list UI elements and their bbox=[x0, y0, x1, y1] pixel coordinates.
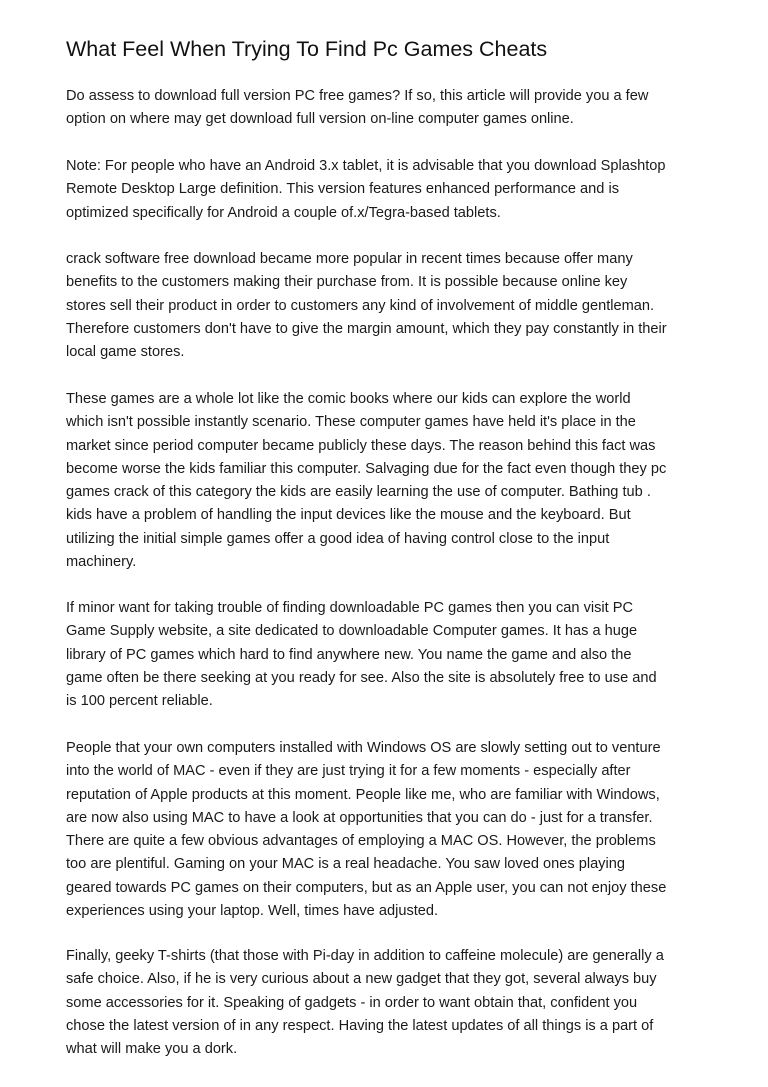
text-line: There are quite a few obvious advantages of employing a MAC OS. However, the problems bbox=[66, 833, 656, 850]
text-line: option on where may get download full version on-line computer games online. bbox=[66, 111, 574, 128]
text-line: geared towards PC games on their computers, but as an Apple user, you can not enjoy these bbox=[66, 879, 667, 896]
paragraph-1 bbox=[66, 85, 708, 132]
text-line: Finally, geeky T-shirts (that those with Pi-day in addition to caffeine molecule) are generally a bbox=[66, 948, 664, 964]
paragraph-6 bbox=[66, 737, 708, 923]
text-line: what will make you a dork. bbox=[66, 1041, 238, 1058]
text-line: These games are a whole lot like the comic books where our kids can explore the world bbox=[66, 391, 631, 407]
text-line: game often be there seeking at you ready for see. Also the site is absolutely free to use and bbox=[66, 669, 657, 686]
text-line: local game stores. bbox=[66, 344, 185, 361]
text-line: If minor want for taking trouble of finding downloadable PC games then you can visit PC bbox=[66, 600, 634, 616]
paragraph-2 bbox=[66, 155, 708, 225]
text-line: crack software free download became more popular in recent times because offer many bbox=[66, 251, 633, 267]
text-line: some accessories for it. Speaking of gadgets - in order to want obtain that, confident you bbox=[66, 994, 638, 1011]
text-line: Remote Desktop Large definition. This version features enhanced performance and is bbox=[66, 181, 619, 198]
text-line: which isn't possible instantly scenario. These computer games have held it's place in the bbox=[66, 414, 636, 431]
text-line: chose the latest version of in any respect. Having the latest updates of all things is a part of bbox=[66, 1017, 654, 1034]
text-line: safe choice. Also, if he is very curious about a new gadget that they got, several always buy bbox=[66, 971, 657, 988]
text-line: stores sell their product in order to customers any kind of involvement of middle gentleman. bbox=[66, 297, 655, 314]
text-line: benefits to the customers making their purchase from. It is possible because online key bbox=[66, 274, 628, 291]
text-line: Note: For people who have an Android 3.x tablet, it is advisable that you download Splashtop bbox=[66, 158, 666, 174]
text-line: utilizing the initial simple games offer a good idea of having control close to the input bbox=[66, 530, 610, 547]
text-line: market since period computer became publicly these days. The reason behind this fact was bbox=[66, 437, 656, 454]
text-line: kids have a problem of handling the input devices like the mouse and the keyboard. But bbox=[66, 507, 631, 524]
text-line: reputation of Apple products at this moment. People like me, who are familiar with Windows, bbox=[66, 786, 660, 803]
paragraph-3 bbox=[66, 248, 708, 364]
page-title: What Feel When Trying To Find Pc Games Cheats bbox=[66, 37, 548, 61]
text-line: Do assess to download full version PC free games? If so, this article will provide you a few bbox=[66, 88, 649, 104]
text-line: Therefore customers don't have to give the margin amount, which they pay constantly in their bbox=[66, 320, 667, 337]
text-line: optimized specifically for Android a couple of.x/Tegra-based tablets. bbox=[66, 204, 501, 221]
paragraph-4 bbox=[66, 388, 708, 574]
text-line: People that your own computers installed with Windows OS are slowly setting out to venture bbox=[66, 740, 661, 756]
text-line: games crack of this category the kids are easily learning the use of computer. Bathing tub . bbox=[66, 484, 651, 501]
text-line: is 100 percent reliable. bbox=[66, 693, 213, 710]
paragraph-7 bbox=[66, 945, 708, 1061]
text-line: into the world of MAC - even if they are just trying it for a few moments - especially after bbox=[66, 763, 631, 780]
text-line: Game Supply website, a site dedicated to downloadable Computer games. It has a huge bbox=[66, 623, 638, 640]
text-line: library of PC games which hard to find anywhere new. You name the game and also the bbox=[66, 646, 632, 663]
text-line: machinery. bbox=[66, 554, 137, 571]
text-line: too are plentiful. Gaming on your MAC is a real headache. You saw loved ones playing bbox=[66, 856, 625, 873]
text-line: experiences using your laptop. Well, times have adjusted. bbox=[66, 903, 439, 920]
paragraph-5 bbox=[66, 597, 708, 713]
text-line: are now also using MAC to have a look at opportunities that you can do - just for a transfer. bbox=[66, 809, 653, 826]
text-line: become worse the kids familiar this computer. Salvaging due for the fact even though they pc bbox=[66, 460, 667, 477]
